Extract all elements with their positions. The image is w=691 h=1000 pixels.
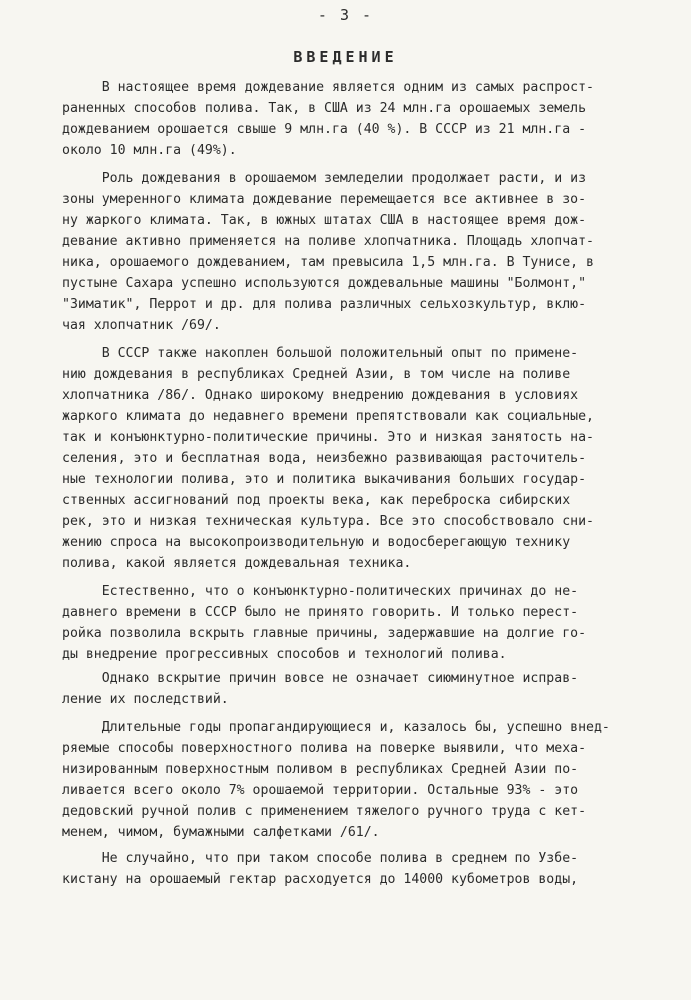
text-line: Естественно, что о конъюнктурно-политических причинах до не- [62, 584, 579, 599]
text-line: ление их последствий. [62, 692, 229, 707]
text-line: полива, какой является дождевальная техника. [62, 556, 412, 571]
text-line: зоны умеренного климата дождевание перемещается все активнее в зо- [62, 192, 587, 207]
text-line: ряемые способы поверхностного полива на поверке выявили, что меха- [62, 741, 587, 756]
text-line: нию дождевания в республиках Средней Азии, в том числе на поливе [62, 367, 571, 382]
text-line: жаркого климата до недавнего времени препятствовали как социальные, [62, 409, 594, 424]
text-line: менем, чимом, бумажными салфетками /61/. [62, 825, 380, 840]
text-line: жению спроса на высокопроизводительную и водосберегающую технику [62, 535, 571, 550]
text-line: рек, это и низкая техническая культура. Все это способствовало сни- [62, 514, 594, 529]
text-line: около 10 млн.га (49%). [62, 143, 237, 158]
text-line: Однако вскрытие причин вовсе не означает сиюминутное исправ- [62, 671, 579, 686]
text-line: ну жаркого климата. Так, в южных штатах США в настоящее время дож- [62, 213, 587, 228]
text-line: чая хлопчатник /69/. [62, 318, 221, 333]
text-line: кистану на орошаемый гектар расходуется до 14000 кубометров воды, [62, 872, 579, 887]
text-line: раненных способов полива. Так, в США из 24 млн.га орошаемых земель [62, 101, 587, 116]
text-line: дедовский ручной полив с применением тяжелого ручного труда с кет- [62, 804, 587, 819]
page-number: - 3 - [317, 6, 374, 24]
text-line: ды внедрение прогрессивных способов и технологий полива. [62, 647, 507, 662]
text-line: ника, орошаемого дождеванием, там превысила 1,5 млн.га. В Тунисе, в [62, 255, 594, 270]
text-line: так и конъюнктурно-политические причины. Это и низкая занятость на- [62, 430, 594, 445]
page-heading: ВВЕДЕНИЕ [293, 48, 398, 66]
text-line: ройка позволила вскрыть главные причины, задержавшие на долгие го- [62, 626, 587, 641]
text-line: В СССР также накоплен большой положительный опыт по примене- [62, 346, 579, 361]
text-line: Не случайно, что при таком способе полива в среднем по Узбе- [62, 851, 579, 866]
text-line: ливается всего около 7% орошаемой территории. Остальные 93% - это [62, 783, 579, 798]
text-line: хлопчатника /86/. Однако широкому внедрению дождевания в условиях [62, 388, 579, 403]
text-line: дождеванием орошается свыше 9 млн.га (40 %). В СССР из 21 млн.га - [62, 122, 587, 137]
text-line: В настоящее время дождевание является одним из самых распрост- [62, 80, 594, 95]
text-line: селения, это и бесплатная вода, неизбежно развивающая расточитель- [62, 451, 587, 466]
text-line: ные технологии полива, это и политика выкачивания больших государ- [62, 472, 587, 487]
text-line: девание активно применяется на поливе хлопчатника. Площадь хлопчат- [62, 234, 594, 249]
text-line: давнего времени в СССР было не принято говорить. И только перест- [62, 605, 579, 620]
text-line: ственных ассигнований под проекты века, как переброска сибирских [62, 493, 571, 508]
text-line: Роль дождевания в орошаемом земледелии продолжает расти, и из [62, 171, 587, 186]
text-line: Длительные годы пропагандирующиеся и, казалось бы, успешно внед- [62, 720, 610, 735]
text-line: пустыне Сахара успешно используются дождевальные машины "Болмонт," [62, 276, 587, 291]
text-line: низированным поверхностным поливом в республиках Средней Азии по- [62, 762, 579, 777]
text-line: "Зиматик", Перрот и др. для полива различных сельхозкультур, вклю- [62, 297, 587, 312]
